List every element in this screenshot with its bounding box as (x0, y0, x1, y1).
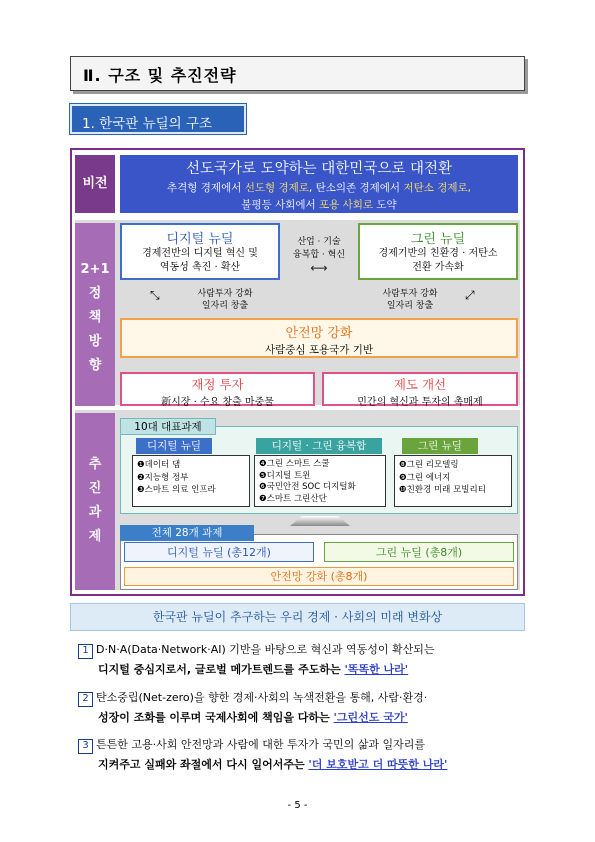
vision-label: 비전 (75, 155, 115, 213)
safety-net-subtitle: 사람중심 포용국가 기반 (264, 344, 374, 356)
future-item-2 (78, 688, 528, 728)
item-number: 1 (78, 644, 93, 659)
future-item-1 (78, 640, 528, 680)
vision-headline-prefix: 선도국가로 도약하는 (186, 161, 317, 177)
future-item-3-line1 (78, 735, 528, 755)
vision-headline (120, 157, 518, 178)
list-item: ❺디지털 트윈 (259, 470, 311, 481)
fusion-note (283, 236, 355, 275)
list-item: ❻국민안전 SOC 디지털화 (259, 482, 356, 492)
institutional-reform-subtitle: 민간의 혁신과 투자의 촉매제 (357, 397, 483, 408)
subsection-title (70, 104, 246, 134)
future-item-1-line2 (78, 660, 528, 680)
safety-net-box (120, 318, 518, 358)
future-item-2-text1: 탄소중립(Net-zero)을 향한 경제·사회의 녹색전환을 통해, 사람·환경· (96, 691, 428, 704)
fusion-note-line1: 산업 · 기술 (297, 237, 341, 247)
future-heading: 한국판 뉴딜이 추구하는 우리 경제 · 사회의 미래 변화상 (70, 603, 525, 631)
tasks-label-char: 제 (88, 529, 102, 544)
list-item: ❾그린 에너지 (399, 472, 451, 483)
list-item: ❽그린 리모델링 (399, 460, 459, 470)
institutional-reform-box (322, 372, 518, 406)
green-newdeal-box (358, 223, 518, 280)
future-item-1-line1 (78, 640, 528, 660)
future-item-2-text2: 성장이 조화를 이루며 국제사회에 책임을 다하는 (98, 711, 334, 724)
vision-line3-a: 불평등 사회에서 (241, 199, 316, 211)
vision-line2-d: 저탄소 경제로, (403, 182, 471, 194)
section-title-text: Ⅱ. 구조 및 추진전략 (83, 66, 237, 85)
task-green-list (394, 455, 512, 507)
digital-newdeal-line2: 역동성 촉진 · 확산 (159, 262, 241, 273)
people-invest-left-line2: 일자리 창출 (201, 301, 249, 311)
people-invest-right-line1: 사람투자 강화 (382, 289, 438, 299)
all-tasks-safety: 안전망 강화 (총8개) (124, 567, 514, 586)
policy-label-char: 책 (88, 310, 102, 325)
fiscal-investment-box (120, 372, 315, 406)
future-item-1-highlight: '똑똑한 나라' (344, 663, 409, 676)
item-number: 3 (78, 739, 93, 754)
vision-line3 (120, 197, 518, 214)
people-invest-left-line1: 사람투자 강화 (197, 289, 253, 299)
future-item-1-text2: 디지털 중심지로서, 글로벌 메가트렌드를 주도하는 (98, 663, 345, 676)
vision-line2-c: , 탄소의존 경제에서 (308, 182, 401, 194)
future-item-3-text2: 지켜주고 실패와 좌절에서 다시 일어서주는 (98, 758, 309, 771)
task-fusion-title: 디지털 · 그린 융복합 (256, 438, 382, 454)
vision-line3-c: 도약 (376, 199, 397, 211)
vision-line2-b: 선도형 경제로 (244, 182, 309, 194)
diagonal-arrow-icon: ⤢ (465, 288, 475, 302)
vision-line2-a: 추격형 경제에서 (167, 182, 242, 194)
all-tasks-digital: 디지털 뉴딜 (총12개) (124, 542, 314, 562)
green-newdeal-title: 그린 뉴딜 (410, 232, 466, 247)
fiscal-investment-subtitle: 新시장 · 수요 창출 마중물 (161, 397, 274, 408)
vision-line3-b: 포용 사회로 (318, 199, 374, 211)
future-item-3 (78, 735, 528, 775)
task-digital-title: 디지털 뉴딜 (136, 438, 212, 454)
list-item: ❶데이터 댐 (137, 460, 181, 470)
task-fusion-list (254, 455, 386, 507)
tasks-label (75, 413, 115, 590)
tasks-label-char: 추 (88, 457, 102, 472)
tasks-label-char: 과 (88, 505, 102, 520)
tasks-label-char: 진 (88, 481, 102, 496)
top10-label: 10대 대표과제 (120, 418, 216, 435)
policy-label-char: 방 (88, 334, 102, 349)
people-invest-right-line2: 일자리 창출 (386, 301, 434, 311)
future-item-2-highlight: '그린선도 국가' (333, 711, 408, 724)
future-item-3-highlight: '더 보호받고 더 따뜻한 나라' (308, 758, 448, 771)
digital-newdeal-title: 디지털 뉴딜 (166, 232, 234, 247)
future-item-1-text1: D·N·A(Data·Network·AI) 기반을 바탕으로 혁신과 역동성이 확산되는 (96, 643, 435, 656)
institutional-reform-title: 제도 개선 (393, 377, 447, 392)
task-digital-list (132, 455, 250, 507)
policy-label (75, 223, 115, 406)
people-invest-left (185, 288, 265, 312)
digital-newdeal-box (120, 223, 280, 280)
list-item: ❼스마트 그린산단 (259, 493, 327, 504)
people-invest-right (370, 288, 450, 312)
fusion-note-line2: 융복합 · 혁신 (292, 250, 346, 260)
task-green-title: 그린 뉴딜 (402, 438, 478, 454)
vision-headline-suffix: 대한민국으로 대전환 (321, 161, 452, 177)
page-number: - 5 - (287, 800, 308, 811)
all-tasks-green: 그린 뉴딜 (총8개) (324, 542, 514, 562)
vision-line2 (120, 180, 518, 197)
item-number: 2 (78, 692, 93, 707)
policy-label-char: 정 (88, 286, 102, 301)
policy-label-top: 2+1 (80, 262, 110, 277)
diagonal-arrow-icon: ⤡ (150, 288, 160, 302)
green-newdeal-line1: 경제기반의 친환경 · 저탄소 (378, 248, 498, 259)
list-item: ❷지능형 정부 (137, 472, 189, 483)
list-item: ❿친환경 미래 모빌리티 (399, 485, 486, 495)
safety-net-title: 안전망 강화 (285, 326, 353, 341)
double-arrow-icon: ⟷ (310, 261, 328, 275)
vision-box (120, 155, 518, 213)
section-title (70, 56, 525, 91)
subsection-title-text: 1. 한국판 뉴딜의 구조 (82, 116, 213, 132)
all-tasks-label: 전체 28개 과제 (120, 525, 254, 541)
digital-newdeal-line1: 경제전반의 디지털 혁신 및 (142, 248, 258, 259)
fiscal-investment-title: 재정 투자 (191, 377, 244, 392)
future-item-3-text1: 튼튼한 고용·사회 안전망과 사람에 대한 투자가 국민의 삶과 일자리를 (96, 738, 425, 751)
future-item-2-line2 (78, 708, 528, 728)
list-item: ❸스마트 의료 인프라 (137, 485, 216, 495)
policy-label-char: 향 (88, 358, 102, 373)
list-item: ❹그린 스마트 스쿨 (259, 459, 330, 469)
future-item-3-line2 (78, 755, 528, 775)
future-item-2-line1 (78, 688, 528, 708)
green-newdeal-line2: 전환 가속화 (412, 262, 464, 273)
